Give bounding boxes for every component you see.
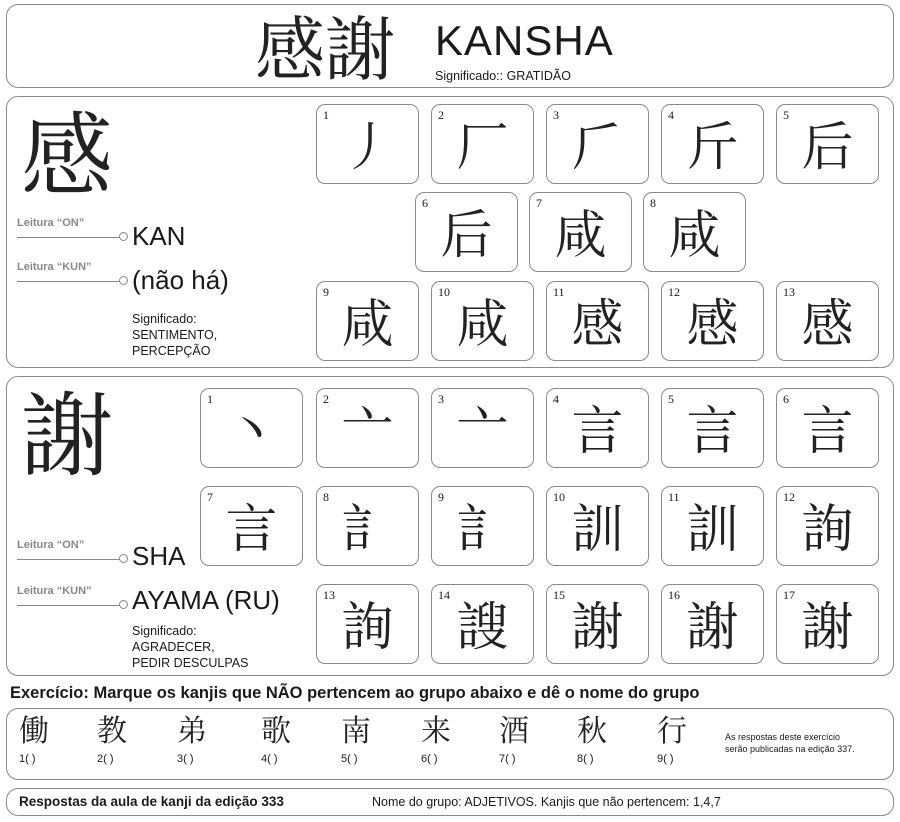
kun-reading-line xyxy=(17,281,121,282)
stroke-box xyxy=(431,281,534,361)
stroke-box xyxy=(776,281,879,361)
title-panel xyxy=(6,4,894,91)
on-reading-dot xyxy=(119,554,128,563)
stroke-number: 6 xyxy=(422,196,428,210)
stroke-number: 16 xyxy=(668,588,680,602)
stroke-number: 2 xyxy=(438,108,444,122)
meaning-label: Significado: xyxy=(132,624,197,638)
on-reading-line xyxy=(17,237,121,238)
exercise-checkbox[interactable]: 5( ) xyxy=(341,753,358,765)
kun-reading-line xyxy=(17,605,121,606)
stroke-box xyxy=(546,584,649,664)
stroke-number: 7 xyxy=(536,196,542,210)
exercise-checkbox[interactable]: 2( ) xyxy=(97,753,114,765)
exercise-item xyxy=(97,713,157,765)
stroke-number: 1 xyxy=(207,392,213,406)
kanji-kan-panel xyxy=(6,96,894,368)
exercise-item xyxy=(19,713,79,765)
stroke-glyph: 謝 xyxy=(571,598,624,658)
stroke-number: 11 xyxy=(668,490,680,504)
stroke-glyph: 謏 xyxy=(456,598,509,658)
stroke-glyph: 咸 xyxy=(554,206,607,266)
meaning-line: PEDIR DESCULPAS xyxy=(132,656,249,670)
stroke-number: 9 xyxy=(438,490,444,504)
stroke-box xyxy=(661,388,764,468)
on-reading-label: Leitura “ON” xyxy=(17,217,85,229)
stroke-number: 13 xyxy=(783,285,795,299)
stroke-box xyxy=(529,192,632,272)
stroke-number: 15 xyxy=(553,588,565,602)
stroke-box xyxy=(546,281,649,361)
kun-reading-dot xyxy=(119,276,128,285)
stroke-number: 1 xyxy=(323,108,329,122)
on-reading-line xyxy=(17,559,121,560)
stroke-number: 8 xyxy=(650,196,656,210)
stroke-number: 8 xyxy=(323,490,329,504)
stroke-box xyxy=(431,388,534,468)
stroke-glyph: 訁 xyxy=(341,500,394,560)
title-meaning: Significado:: GRATIDÃO xyxy=(435,69,571,83)
exercise-checkbox[interactable]: 9( ) xyxy=(657,753,674,765)
exercise-kanji: 秋 xyxy=(577,714,607,749)
stroke-box xyxy=(316,104,419,184)
stroke-glyph: 斤 xyxy=(686,118,739,178)
exercise-checkbox[interactable]: 8( ) xyxy=(577,753,594,765)
stroke-glyph: 厂 xyxy=(456,118,509,178)
stroke-glyph: 言 xyxy=(686,402,739,462)
exercise-item xyxy=(499,713,559,765)
on-reading-value: SHA xyxy=(132,541,186,571)
stroke-glyph: 亠 xyxy=(456,402,509,462)
stroke-box xyxy=(415,192,518,272)
stroke-number: 10 xyxy=(438,285,450,299)
on-reading-value: KAN xyxy=(132,221,186,251)
stroke-glyph: 丶 xyxy=(225,402,278,462)
exercise-kanji: 行 xyxy=(657,714,687,749)
stroke-box xyxy=(316,584,419,664)
title-word: KANSHA xyxy=(435,17,614,64)
stroke-box xyxy=(316,281,419,361)
stroke-glyph: 詢 xyxy=(801,500,854,560)
stroke-number: 3 xyxy=(438,392,444,406)
kun-reading-dot xyxy=(119,600,128,609)
on-reading-dot xyxy=(119,232,128,241)
stroke-number: 7 xyxy=(207,490,213,504)
stroke-box xyxy=(546,486,649,566)
exercise-item xyxy=(657,713,717,765)
stroke-box xyxy=(200,388,303,468)
meaning-block xyxy=(132,623,248,671)
stroke-box xyxy=(776,584,879,664)
stroke-box xyxy=(316,486,419,566)
stroke-box xyxy=(661,104,764,184)
exercise-checkbox[interactable]: 7( ) xyxy=(499,753,516,765)
stroke-glyph: 后 xyxy=(440,206,493,266)
stroke-glyph: 𠂆 xyxy=(571,118,624,178)
on-reading-label: Leitura “ON” xyxy=(17,539,85,551)
exercise-item xyxy=(261,713,321,765)
exercise-checkbox[interactable]: 1( ) xyxy=(19,753,36,765)
stroke-box xyxy=(776,104,879,184)
answers-panel xyxy=(6,788,894,816)
exercise-kanji: 南 xyxy=(341,714,371,749)
stroke-glyph: 言 xyxy=(571,402,624,462)
exercise-checkbox[interactable]: 4( ) xyxy=(261,753,278,765)
stroke-box xyxy=(661,584,764,664)
stroke-glyph: 丿 xyxy=(341,118,394,178)
exercise-panel xyxy=(6,708,894,780)
exercise-note xyxy=(725,731,855,755)
stroke-glyph: 訓 xyxy=(686,500,739,560)
exercise-note-line: As respostas deste exercício xyxy=(725,732,841,742)
stroke-glyph: 咸 xyxy=(456,295,509,355)
stroke-number: 5 xyxy=(783,108,789,122)
stroke-glyph: 謝 xyxy=(686,598,739,658)
stroke-glyph: 后 xyxy=(801,118,854,178)
stroke-box xyxy=(776,388,879,468)
stroke-number: 9 xyxy=(323,285,329,299)
stroke-box xyxy=(200,486,303,566)
stroke-number: 10 xyxy=(553,490,565,504)
exercise-checkbox[interactable]: 6( ) xyxy=(421,753,438,765)
exercise-kanji: 教 xyxy=(97,714,127,749)
stroke-box xyxy=(661,486,764,566)
stroke-box xyxy=(643,192,746,272)
stroke-number: 11 xyxy=(553,285,565,299)
kun-reading-label: Leitura “KUN” xyxy=(17,585,92,597)
title-kanji: 感謝 xyxy=(255,9,395,91)
exercise-item xyxy=(577,713,637,765)
stroke-glyph: 言 xyxy=(225,500,278,560)
exercise-kanji: 来 xyxy=(421,714,451,749)
exercise-kanji: 歌 xyxy=(261,714,291,749)
exercise-checkbox[interactable]: 3( ) xyxy=(177,753,194,765)
stroke-box xyxy=(316,388,419,468)
meaning-block xyxy=(132,311,217,359)
stroke-glyph: 謝 xyxy=(801,598,854,658)
stroke-number: 13 xyxy=(323,588,335,602)
stroke-number: 17 xyxy=(783,588,795,602)
stroke-number: 3 xyxy=(553,108,559,122)
meaning-line: SENTIMENTO, xyxy=(132,328,218,342)
kanji-kan-large: 感 xyxy=(21,103,114,210)
stroke-box xyxy=(546,388,649,468)
kanji-sha-panel xyxy=(6,376,894,676)
kanji-sha-large: 謝 xyxy=(21,383,114,490)
exercise-kanji: 弟 xyxy=(177,714,207,749)
exercise-item xyxy=(421,713,481,765)
answers-text: Nome do grupo: ADJETIVOS. Kanjis que não pertencem: 1,4,7 xyxy=(372,795,721,809)
answers-title: Respostas da aula de kanji da edição 333 xyxy=(19,794,284,809)
stroke-box xyxy=(431,584,534,664)
stroke-box xyxy=(661,281,764,361)
kun-reading-value: (não há) xyxy=(132,265,229,295)
stroke-box xyxy=(776,486,879,566)
stroke-box xyxy=(431,486,534,566)
exercise-kanji: 働 xyxy=(19,714,49,749)
stroke-number: 12 xyxy=(783,490,795,504)
exercise-item xyxy=(341,713,401,765)
stroke-glyph: 感 xyxy=(571,295,624,355)
stroke-number: 12 xyxy=(668,285,680,299)
exercise-kanji: 酒 xyxy=(499,714,529,749)
stroke-number: 4 xyxy=(668,108,674,122)
meaning-label: Significado: xyxy=(132,312,197,326)
stroke-number: 14 xyxy=(438,588,450,602)
stroke-number: 4 xyxy=(553,392,559,406)
stroke-glyph: 感 xyxy=(686,295,739,355)
stroke-glyph: 亠 xyxy=(341,402,394,462)
stroke-glyph: 言 xyxy=(801,402,854,462)
stroke-glyph: 咸 xyxy=(668,206,721,266)
stroke-glyph: 訁 xyxy=(456,500,509,560)
stroke-box xyxy=(431,104,534,184)
exercise-title: Exercício: Marque os kanjis que NÃO pertencem ao grupo abaixo e dê o nome do grupo xyxy=(10,684,700,702)
exercise-note-line: serão publicadas na edição 337. xyxy=(725,744,855,754)
exercise-item xyxy=(177,713,237,765)
stroke-glyph: 訓 xyxy=(571,500,624,560)
stroke-number: 5 xyxy=(668,392,674,406)
meaning-line: PERCEPÇÃO xyxy=(132,344,211,358)
stroke-number: 2 xyxy=(323,392,329,406)
stroke-number: 6 xyxy=(783,392,789,406)
kun-reading-label: Leitura “KUN” xyxy=(17,261,92,273)
stroke-glyph: 咸 xyxy=(341,295,394,355)
kun-reading-value: AYAMA (RU) xyxy=(132,585,280,615)
stroke-glyph: 詢 xyxy=(341,598,394,658)
stroke-glyph: 感 xyxy=(801,295,854,355)
meaning-line: AGRADECER, xyxy=(132,640,215,654)
stroke-box xyxy=(546,104,649,184)
